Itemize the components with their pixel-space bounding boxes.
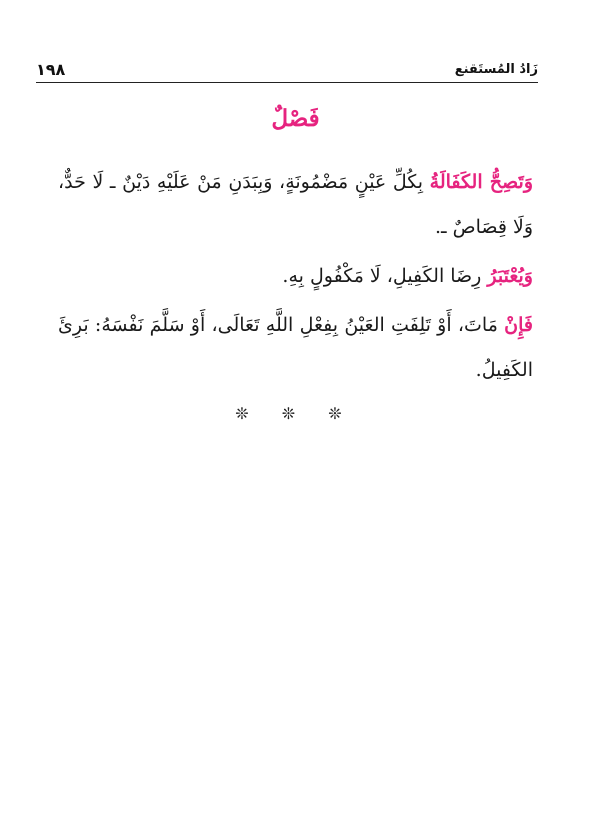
paragraph-3-text: مَاتَ، أَوْ تَلِفَتِ العَيْنُ بِفِعْلِ اللَّهِ تَعَالَى، أَوْ سَلَّمَ نَفْسَهُ: بَرِئَ الكَفِيلُ. <box>58 314 533 381</box>
page-number: ١٩٨ <box>36 59 66 79</box>
paragraph-3-keyword: فَإِنْ <box>504 314 533 336</box>
section-heading: فَصْلٌ <box>271 105 320 132</box>
header-divider <box>36 82 538 83</box>
book-title: زَادُ المُستَقنع <box>454 61 538 77</box>
paragraph-2-keyword: وَيُعْتَبَرُ <box>487 265 533 287</box>
paragraph-2-text: رِضَا الكَفِيلِ، لَا مَكْفُولٍ بِهِ. <box>282 265 488 287</box>
paragraph-3 <box>58 303 533 393</box>
paragraph-1-text: بِكُلِّ عَيْنٍ مَضْمُونَةٍ، وَبِبَدَنِ مَنْ عَلَيْهِ دَيْنٌ ـ لَا حَدٌّ، وَلَا قِصَاصٌ ـ. <box>58 171 533 238</box>
body-text <box>58 160 533 393</box>
paragraph-1-keyword: وَتَصِحُّ الكَفَالَةُ <box>429 171 534 193</box>
paragraph-1 <box>58 160 533 250</box>
page-header <box>36 58 538 80</box>
section-separator: ❊ ❊ ❊ <box>235 404 356 423</box>
paragraph-2 <box>58 254 533 299</box>
